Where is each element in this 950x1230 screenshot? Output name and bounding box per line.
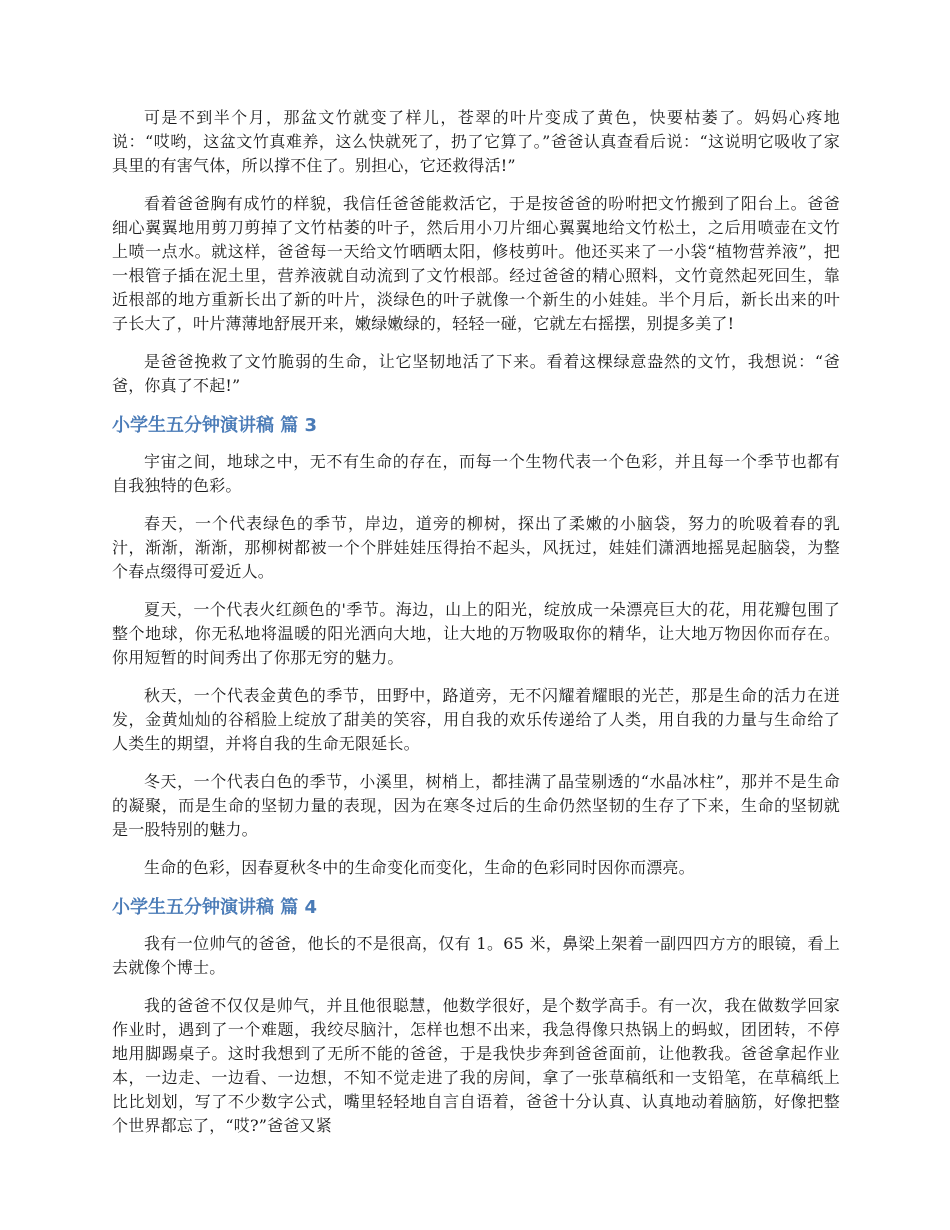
paragraph: 我有一位帅气的爸爸，他长的不是很高，仅有 1。65 米，鼻梁上架着一副四四方方的眼镜，看上去就像个博士。	[112, 934, 840, 977]
paragraph: 夏天，一个代表火红颜色的'季节。海边，山上的阳光，绽放成一朵漂亮巨大的花，用花瓣包围了整个地球，你无私地将温暖的阳光洒向大地，让大地的万物吸取你的精华，让大地万物因你而存在。你用短暂的时间秀出了你那无穷的魅力。	[112, 600, 840, 667]
paragraph: 秋天，一个代表金黄色的季节，田野中，路道旁，无不闪耀着耀眼的光芒，那是生命的活力在迸发，金黄灿灿的谷稻脸上绽放了甜美的笑容，用自我的欢乐传递给了人类，用自我的力量与生命给了人类生的期望，并将自我的生命无限延长。	[112, 686, 840, 753]
section-heading: 小学生五分钟演讲稿 篇 3	[112, 415, 318, 436]
paragraph: 可是不到半个月，那盆文竹就变了样儿，苍翠的叶片变成了黄色，快要枯萎了。妈妈心疼地说：“哎哟，这盆文竹真难养，这么快就死了，扔了它算了。”爸爸认真查看后说：“这说明它吸收了家具里的有害气体，所以撑不住了。别担心，它还救得活!”	[112, 108, 840, 175]
paragraph: 生命的色彩，因春夏秋冬中的生命变化而变化，生命的色彩同时因你而漂亮。	[144, 858, 695, 877]
paragraph: 春天，一个代表绿色的季节，岸边，道旁的柳树，探出了柔嫩的小脑袋，努力的吮吸着春的乳汁，渐渐，渐渐，那柳树都被一个个胖娃娃压得抬不起头，风抚过，娃娃们潇洒地摇晃起脑袋，为整个春点缀得可爱近人。	[112, 514, 840, 581]
paragraph: 冬天，一个代表白色的季节，小溪里，树梢上，都挂满了晶莹剔透的“水晶冰柱”，那并不是生命的凝聚，而是生命的坚韧力量的表现，因为在寒冬过后的生命仍然坚韧的生存了下来，生命的坚韧就是一股特别的魅力。	[112, 772, 840, 839]
paragraph: 我的爸爸不仅仅是帅气，并且他很聪慧，他数学很好，是个数学高手。有一次，我在做数学回家作业时，遇到了一个难题，我绞尽脑汁，怎样也想不出来，我急得像只热锅上的蚂蚁，团团转，不停地用脚踢桌子。这时我想到了无所不能的爸爸，于是我快步奔到爸爸面前，让他教我。爸爸拿起作业本，一边走、一边看、一边想，不知不觉走进了我的房间，拿了一张草稿纸和一支铅笔，在草稿纸上比比划划，写了不少数字公式，嘴里轻轻地自言自语着，爸爸十分认真、认真地动着脑筋，好像把整个世界都忘了，“哎?”爸爸又紧	[112, 996, 840, 1135]
document-page	[112, 106, 840, 1152]
section-heading: 小学生五分钟演讲稿 篇 4	[112, 897, 318, 918]
paragraph: 是爸爸挽救了文竹脆弱的生命，让它坚韧地活了下来。看着这棵绿意盎然的文竹，我想说：“爸爸，你真了不起!”	[112, 352, 840, 395]
paragraph: 看着爸爸胸有成竹的样貌，我信任爸爸能救活它，于是按爸爸的吩咐把文竹搬到了阳台上。爸爸细心翼翼地用剪刀剪掉了文竹枯萎的叶子，然后用小刀片细心翼翼地给文竹松土，之后用喷壶在文竹上喷一点水。就这样，爸爸每一天给文竹晒晒太阳，修枝剪叶。他还买来了一小袋“植物营养液”，把一根管子插在泥土里，营养液就自动流到了文竹根部。经过爸爸的精心照料，文竹竟然起死回生，靠近根部的地方重新长出了新的叶片，淡绿色的叶子就像一个新生的小娃娃。半个月后，新长出来的叶子长大了，叶片薄薄地舒展开来，嫩绿嫩绿的，轻轻一碰，它就左右摇摆，别提多美了!	[112, 194, 840, 333]
paragraph: 宇宙之间，地球之中，无不有生命的存在，而每一个生物代表一个色彩，并且每一个季节也都有自我独特的色彩。	[112, 452, 840, 495]
